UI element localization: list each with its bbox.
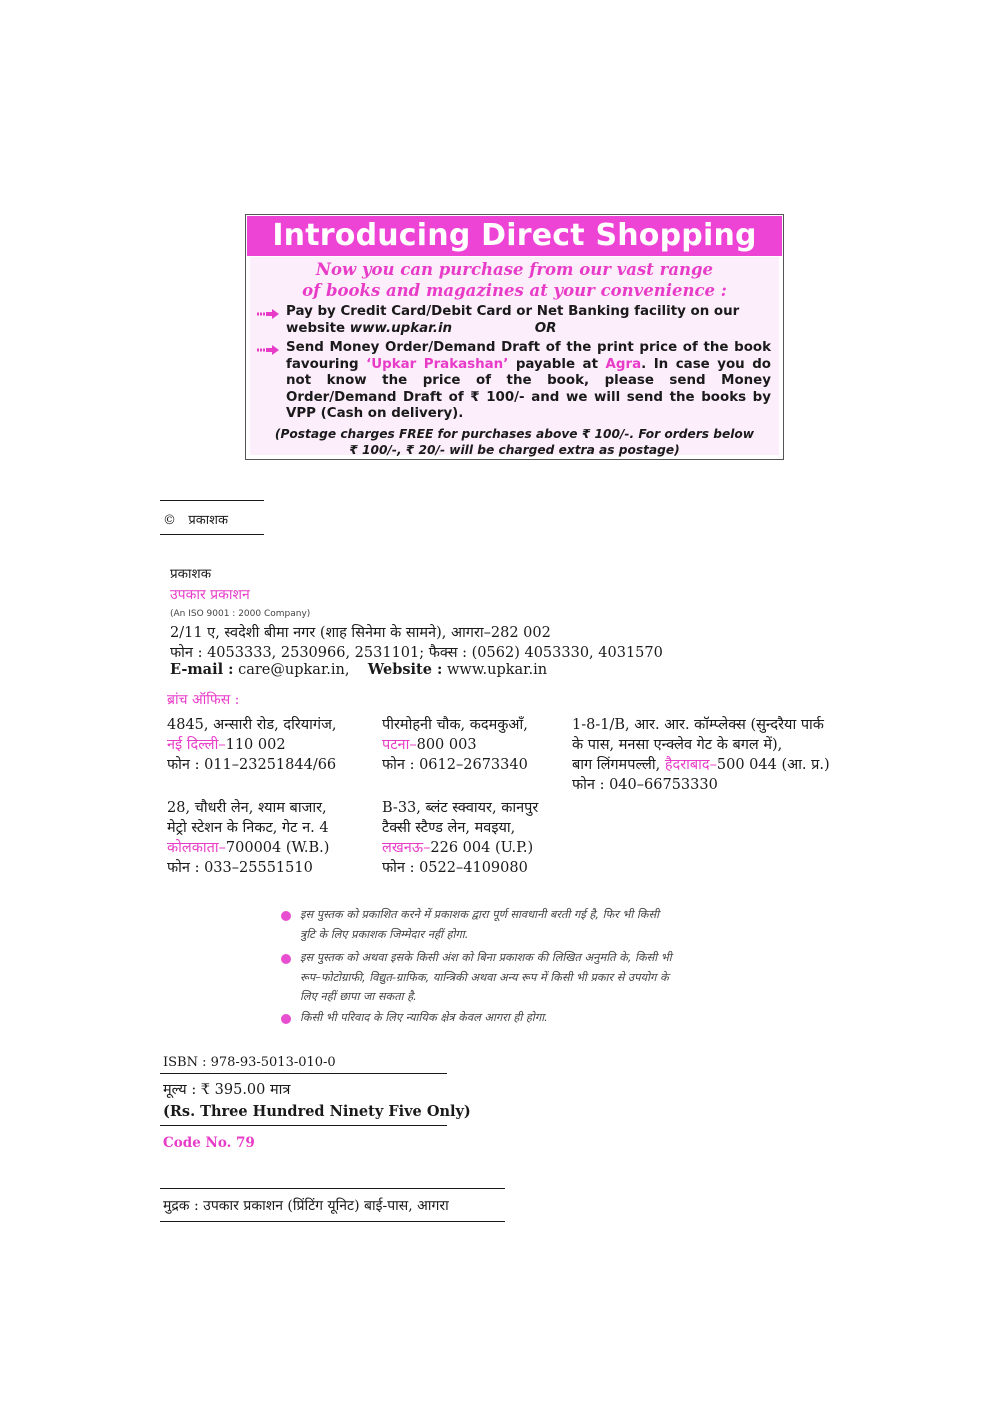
ad-item1-or: OR [534,320,557,336]
branch-kolkata-city-line [167,839,329,857]
notice-3 [300,1008,750,1028]
copyright-label: प्रकाशक [188,513,228,528]
branch-patna-city-line [382,736,477,754]
branch-patna-city: पटना– [382,737,417,753]
publisher-address: 2/11 ए, स्वदेशी बीमा नगर (शाह सिनेमा के सामने), आगरा–282 002 [170,625,551,641]
notice-bullet-icon [281,1014,291,1024]
branch-delhi-pin: 110 002 [225,737,286,753]
ad-title: Introducing Direct Shopping [247,216,782,256]
branch-kolkata-line2: मेट्रो स्टेशन के निकट, गेट न. 4 [167,820,329,836]
email-label: E-mail : [170,661,234,678]
branch-patna-line1: पीरमोहनी चौक, कदमकुआँ, [382,717,528,733]
branch-hyderabad-phone: फोन : 040–66753330 [572,777,718,793]
branch-lucknow-city-line [382,839,533,857]
ad-item-money-order [286,340,771,423]
ad-item2-part1: Send Money Order/Demand Draft of the print price of the book favouring [286,340,771,372]
branch-delhi-line1: 4845, अन्सारी रोड, दरियागंज, [167,717,337,733]
notice-2-line1: इस पुस्तक को अथवा इसके किसी अंश को बिना प्रकाशक की लिखित अनुमति के, किसी भी [300,951,672,964]
ad-postage-note-line2: ₹ 100/-, ₹ 20/- will be charged extra as postage) [349,443,680,457]
copyright-symbol: © [163,513,176,528]
branch-delhi-city-line [167,736,286,754]
branch-hyderabad-line1: 1-8-1/B, आर. आर. कॉम्प्लेक्स (सुन्दरैया पार्क [572,717,824,733]
branch-lucknow-city: लखनऊ– [382,840,431,856]
branch-lucknow-pin: 226 004 (U.P.) [430,840,534,856]
publisher-contact [170,661,547,679]
website-label: Website : [367,661,443,678]
ad-subtitle-line2: of books and magazines at your convenience : [302,281,727,300]
arrow-bullet-icon [257,345,279,355]
ad-item-card-payment [286,304,771,337]
price: मूल्य : ₹ 395.00 मात्र [163,1082,291,1098]
notice-1-line1: इस पुस्तक को प्रकाशित करने में प्रकाशक द्वारा पूर्ण सावधानी बरती गई है, फिर भी किसी [300,908,660,921]
branch-delhi-phone: फोन : 011–23251844/66 [167,757,337,773]
divider [160,500,264,501]
publisher-phone: फोन : 4053333, 2530966, 2531101; फैक्स : (0562) 4053330, 4031570 [170,645,663,661]
branch-kolkata-city: कोलकाता– [167,840,226,856]
branch-hyderabad-pin: 500 044 (आ. प्र.) [716,757,830,773]
ad-item2-city: Agra [605,356,642,372]
notice-2-line3: लिए नहीं छापा जा सकता है. [300,990,417,1003]
notice-3-line1: किसी भी परिवाद के लिए न्यायिक क्षेत्र केवल आगरा ही होगा. [300,1011,548,1024]
ad-item1-text: Pay by Credit Card/Debit Card or Net Banking facility on our [286,304,740,319]
copyright-line [163,512,228,530]
branch-hyderabad-city: हैदराबाद– [664,757,717,773]
branch-kolkata-phone: फोन : 033–25551510 [167,860,313,876]
branch-patna-pin: 800 003 [416,737,477,753]
branch-delhi-city: नई दिल्ली– [167,737,226,753]
arrow-bullet-icon [257,309,279,319]
ad-postage-note-line1: (Postage charges FREE for purchases above ₹ 100/-. For orders below [274,427,755,441]
notice-bullet-icon [281,911,291,921]
email-value: care@upkar.in, [238,662,350,678]
divider [160,1188,505,1189]
branch-hyderabad-line3: बाग लिंगमपल्ली, [572,757,661,773]
code-number: Code No. 79 [163,1135,255,1151]
notice-2-line2: रूप–फोटोग्राफी, विद्युत-ग्राफिक, यान्त्रिकी अथवा अन्य रूप में किसी भी प्रकार से उपयोग के [300,970,669,984]
publisher-heading: प्रकाशक [170,566,212,582]
divider [160,534,264,535]
ad-item2-payee: ‘Upkar Prakashan’ [366,356,509,372]
branch-kolkata-line1: 28, चौधरी लेन, श्याम बाजार, [167,800,327,816]
ad-item2-part3: . In case you do not know the price of the book, please send Money Order/Demand Draft of ₹ 100/- and we will send the books by VPP (Cash on delivery). [286,356,771,422]
branch-hyderabad-line2: के पास, मनसा एन्क्लेव गेट के बगल में), [572,737,783,753]
branch-kolkata-pin: 700004 (W.B.) [225,840,330,856]
publisher-iso: (An ISO 9001 : 2000 Company) [170,609,311,619]
isbn: ISBN : 978-93-5013-010-0 [163,1055,336,1070]
branch-lucknow-line1: B-33, ब्लंट स्क्वायर, कानपुर [382,800,539,816]
direct-shopping-ad [245,214,784,460]
price-in-words: (Rs. Three Hundred Ninety Five Only) [163,1103,471,1120]
notice-2 [300,948,750,1007]
ad-item1-website: www.upkar.in [349,320,453,336]
ad-subtitle-line1: Now you can purchase from our vast range [315,260,714,279]
ad-item2-part2: payable at [515,356,598,372]
ad-body [250,257,779,455]
printer-line: मुद्रक : उपकार प्रकाशन (प्रिंटिंग यूनिट) बाई-पास, आगरा [163,1198,449,1214]
branch-patna-phone: फोन : 0612–2673340 [382,757,528,773]
branch-hyderabad-city-line [572,756,830,774]
notice-bullet-icon [281,954,291,964]
divider [160,1073,447,1074]
branch-lucknow-line2: टैक्सी स्टैण्ड लेन, मवइया, [382,820,516,836]
branches-heading: ब्रांच ऑफिस : [167,692,240,708]
divider [160,1125,447,1126]
notice-1 [300,905,750,944]
branch-lucknow-phone: फोन : 0522–4109080 [382,860,528,876]
divider [160,1221,505,1222]
notice-1-line2: त्रुटि के लिए प्रकाशक जिम्मेदार नहीं होगा. [300,927,469,941]
website-value: www.upkar.in [447,662,548,678]
publisher-name: उपकार प्रकाशन [170,587,250,603]
ad-item1-website-prefix: website [286,320,346,336]
